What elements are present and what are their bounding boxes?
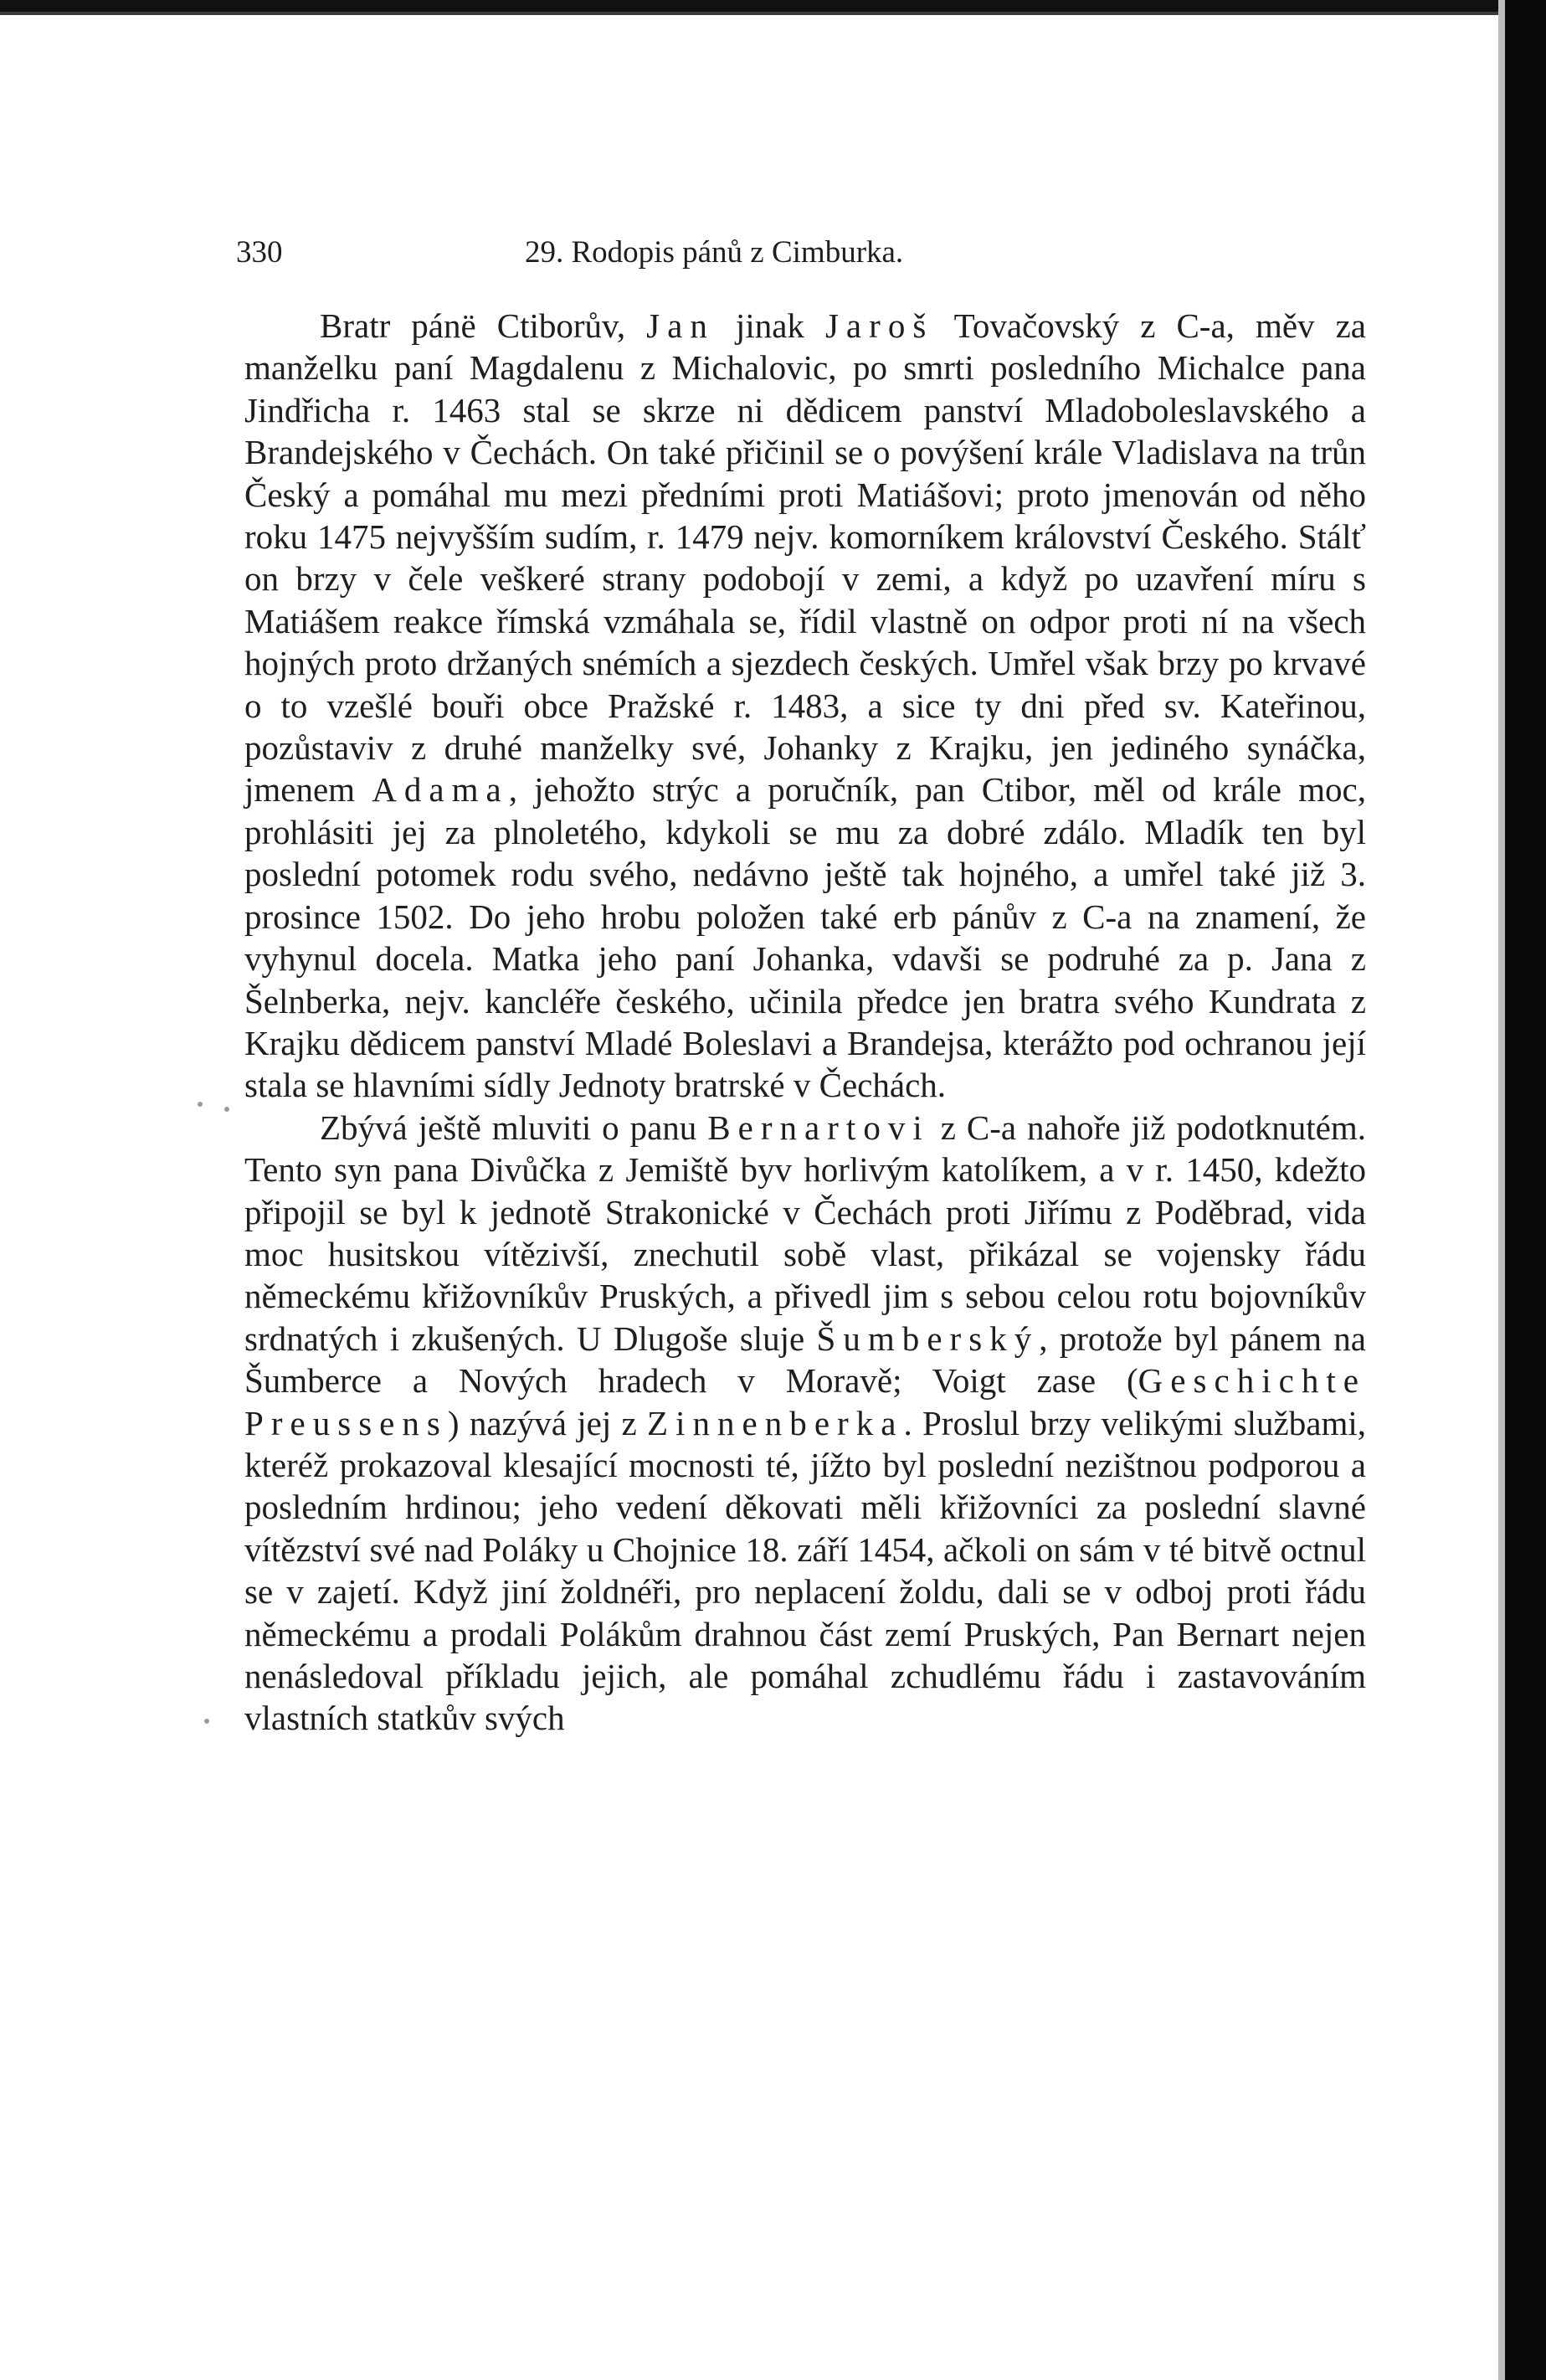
scan-speck <box>198 1102 203 1107</box>
spaced-name: Šumberský <box>816 1319 1040 1358</box>
scan-border-right <box>1505 0 1546 2380</box>
text-run: Tovačovský z C-a, měv za manželku paní Magdalenu z Michalovic, po smrti posledního Michalce pana Jindřicha r. 1463 stal se skrze ni dědicem panství Mladoboleslavského a Brandejského v Čechách. On také přičinil se o povýšení krále Vladislava na trůn Český a pomáhal mu mezi předními proti Matiášovi; proto jmenován od něho roku 1475 nejvyšším sudím, r. 1479 nejv. komorníkem království Českého. Stálť on brzy v čele veškeré strany podobojí v zemi, a když po uzavření míru s Matiášem reakce římská vzmáhala se, řídil vlastně on odpor proti ní na všech hojných proto držaných snémích a sjezdech českých. Umřel však brzy po krvavé o to vzešlé bouři obce Pražské r. 1483, a sice ty dni před sv. Kateřinou, pozůstaviv z druhé manželky své, Johanky z Krajku, jen jediného synáčka, jmenem <box>244 306 1366 810</box>
text-run: , protože byl pánem na Šumberce a Nových hradech v Moravě; Voigt zase ( <box>244 1319 1366 1401</box>
chapter-title: 29. Rodopis pánů z Cimburka. <box>525 235 904 270</box>
paragraph-2 <box>244 1107 1366 1740</box>
spaced-name: Jaroš <box>824 306 934 345</box>
spaced-name: Adama <box>372 770 509 810</box>
text-run: , jehožto strýc a poručník, pan Ctibor, měl od krále moc, prohlásiti jej za plnoletého, kdykoli se mu za dobré zdálo. Mladík ten byl poslední potomek rodu svého, nedávno ještě tak hojného, a umřel také již 3. prosince 1502. Do jeho hrobu položen také erb pánův z C-a na znamení, že vyhynul docela. Matka jeho paní Johanka, vdavši se podruhé za p. Jana z Šelnberka, nejv. kancléře českého, učinila předce jen bratra svého Kundrata z Krajku dědicem panství Mladé Boleslavi a Brandejsa, kterážto pod ochranou její stala se hlavními sídly Jednoty bratrské v Čechách. <box>244 770 1366 1105</box>
text-run: Bratr pánë Ctiborův, <box>320 306 647 345</box>
text-run: Zbývá ještě mluviti o panu <box>320 1108 708 1147</box>
text-run: jinak <box>714 306 825 345</box>
running-head <box>236 229 1358 276</box>
spaced-name: Geschichte Preussens <box>244 1361 1366 1442</box>
page-number: 330 <box>236 235 283 270</box>
text-run: ) nazývá jej z <box>447 1403 648 1442</box>
body-text <box>244 305 1366 1740</box>
scan-border-top <box>0 0 1546 12</box>
text-run: z C-a nahoře již podotknutém. Tento syn pana Divůčka z Jemiště byv horlivým katolíkem, a v r. 1450, kdežto připojil se byl k jednotě Strakonické v Čechách proti Jiřímu z Poděbrad, vida moc husitskou vítězivší, znechutil sobě vlast, přikázal se vojensky řádu německému křižovníkův Pruských, a přivedl jim s sebou celou rotu bojovníkův srdnatých i zkušených. U Dlugoše sluje <box>244 1108 1367 1358</box>
spaced-name: Jan <box>646 306 715 345</box>
scan-speck <box>204 1719 209 1724</box>
scan-border-right-shadow <box>1498 0 1505 2380</box>
scan-border-top-shadow <box>0 12 1505 15</box>
paragraph-1 <box>244 305 1366 1107</box>
scan-speck <box>224 1107 229 1112</box>
spaced-name: Bernartovi <box>707 1108 930 1147</box>
text-run: . Proslul brzy velikými službami, kteréž prokazoval klesající mocnosti té, jížto byl poslední nezištnou podporou a posledním hrdinou; jeho vedení děkovati měli křižovníci za poslední slavné vítězství své nad Poláky u Chojnice 18. září 1454, ačkoli on sám v té bitvě octnul se v zajetí. Když jiní žoldnéři, pro neplacení žoldu, dali se v odboj proti řádu německému a prodali Polákům drahnou část zemí Pruských, Pan Bernart nejen nenásledoval příkladu jejich, ale pomáhal zchudlému řádu i zastavováním vlastních statkův svých <box>244 1403 1366 1738</box>
spaced-name: Zinnenberka <box>647 1403 904 1442</box>
